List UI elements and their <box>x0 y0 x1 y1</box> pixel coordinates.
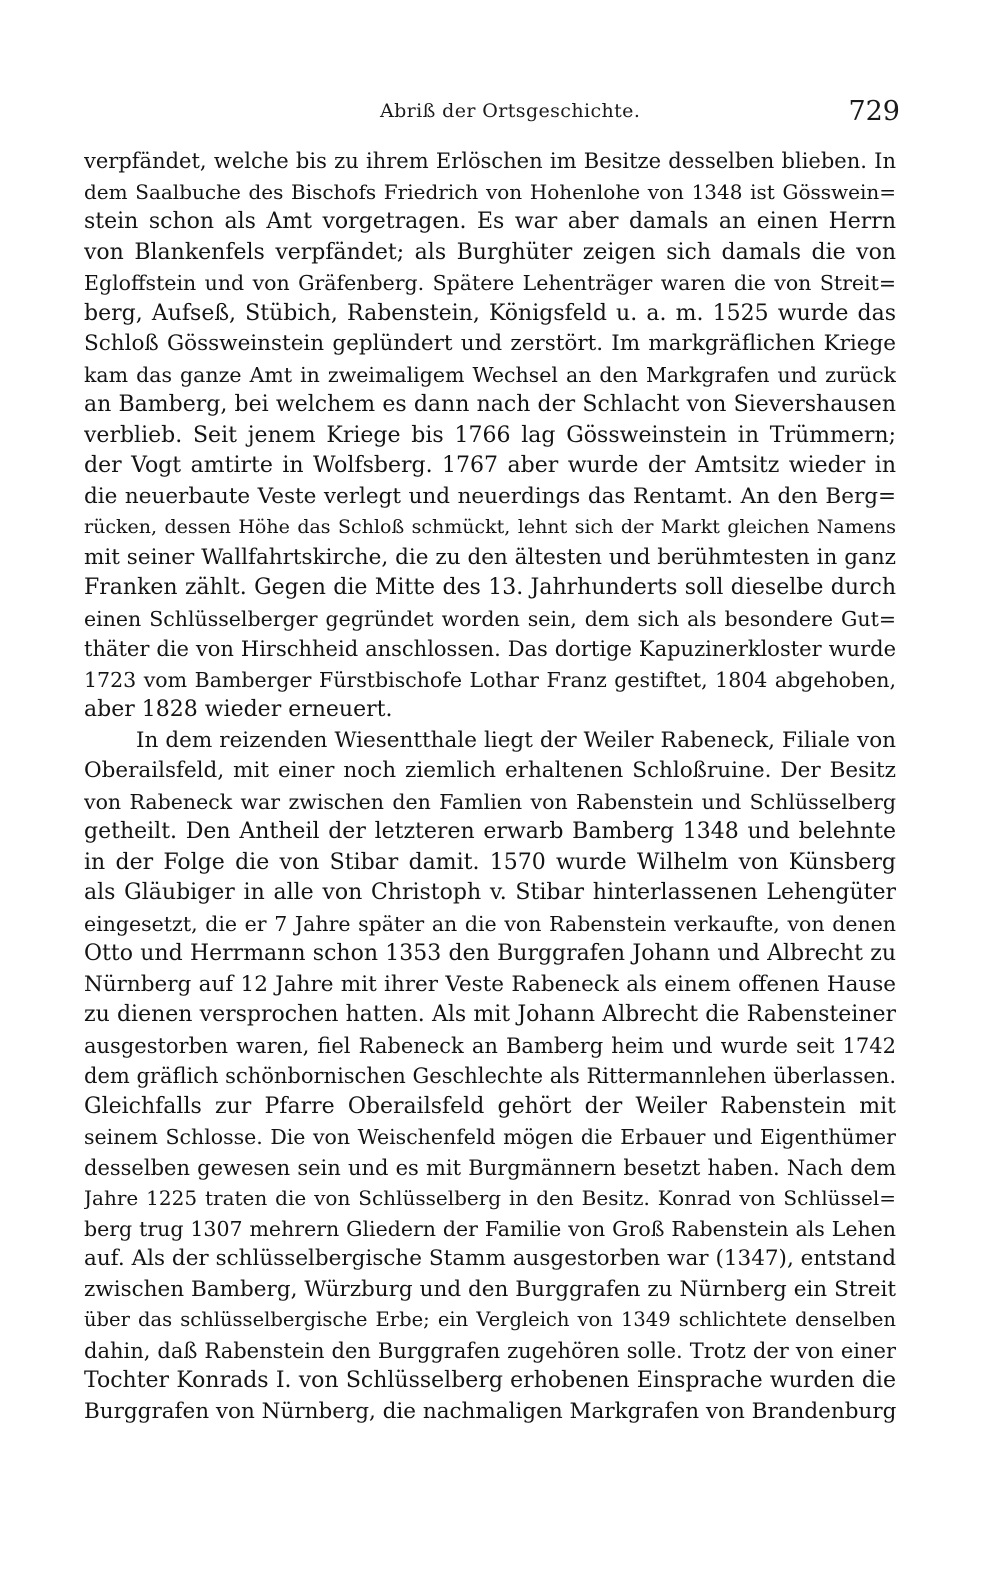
text-line: Franken zählt. Gegen die Mitte des 13. Jahrhunderts soll dieselbe durch <box>84 575 896 600</box>
text-line: seinem Schlosse. Die von Weischenfeld mögen die Erbauer und Eigenthümer <box>84 1125 896 1149</box>
text-line: verpfändet, welche bis zu ihrem Erlöschen im Besitze desselben blieben. In <box>84 149 896 173</box>
text-line: Schloß Gössweinstein geplündert und zerstört. Im markgräflichen Kriege <box>84 331 896 356</box>
text-line: Gleichfalls zur Pfarre Oberailsfeld gehört der Weiler Rabenstein mit <box>84 1093 896 1119</box>
text-line: kam das ganze Amt in zweimaligem Wechsel an den Markgrafen und zurück <box>84 362 896 387</box>
text-line: desselben gewesen sein und es mit Burgmännern besetzt haben. Nach dem <box>84 1155 896 1180</box>
body-text <box>84 146 896 1427</box>
text-line: thäter die von Hirschheid anschlossen. Das dortige Kapuzinerkloster wurde <box>84 637 896 661</box>
text-line: Otto und Herrmann schon 1353 den Burggrafen Johann und Albrecht zu <box>84 941 896 966</box>
text-line: in der Folge die von Stibar damit. 1570 wurde Wilhelm von Künsberg <box>84 849 896 875</box>
running-title: Abriß der Ortsgeschichte. <box>380 100 641 122</box>
text-line: getheilt. Den Antheil der letzteren erwarb Bamberg 1348 und belehnte <box>84 819 896 844</box>
text-line: dahin, daß Rabenstein den Burggrafen zugehören solle. Trotz der von einer <box>84 1338 896 1363</box>
text-line: Oberailsfeld, mit einer noch ziemlich erhaltenen Schloßruine. Der Besitz <box>84 758 896 783</box>
text-line: eingesetzt, die er 7 Jahre später an die von Rabenstein verkaufte, von denen <box>84 911 896 936</box>
text-line: berg, Aufseß, Stübich, Rabenstein, Königsfeld u. a. m. 1525 wurde das <box>84 300 896 326</box>
text-line: berg trug 1307 mehrern Gliedern der Familie von Groß Rabenstein als Lehen <box>84 1216 896 1241</box>
text-line: dem Saalbuche des Bischofs Friedrich von Hohenlohe von 1348 ist Gösswein= <box>84 179 896 204</box>
text-line: an Bamberg, bei welchem es dann nach der Schlacht von Sievershausen <box>84 392 896 417</box>
text-line: auf. Als der schlüsselbergische Stamm ausgestorben war (1347), entstand <box>84 1246 896 1271</box>
text-line: Burggrafen von Nürnberg, die nachmaligen Markgrafen von Brandenburg <box>84 1398 896 1424</box>
text-line: von Blankenfels verpfändet; als Burghüter zeigen sich damals die von <box>84 239 896 265</box>
text-line: 1723 vom Bamberger Fürstbischofe Lothar Franz gestiftet, 1804 abgehoben, <box>84 667 896 692</box>
text-line: einen Schlüsselberger gegründet worden sein, dem sich als besondere Gut= <box>84 606 896 631</box>
text-line: Egloffstein und von Gräfenberg. Spätere Lehenträger waren die von Streit= <box>84 271 896 295</box>
text-line: Nürnberg auf 12 Jahre mit ihrer Veste Rabeneck als einem offenen Hause <box>84 971 896 997</box>
text-line: ausgestorben waren, fiel Rabeneck an Bamberg heim und wurde seit 1742 <box>84 1033 896 1058</box>
text-line: die neuerbaute Veste verlegt und neuerdings das Rentamt. An den Berg= <box>84 483 896 509</box>
text-line: mit seiner Wallfahrtskirche, die zu den ältesten und berühmtesten in ganz <box>84 544 896 570</box>
text-line: zu dienen versprochen hatten. Als mit Johann Albrecht die Rabensteiner <box>84 1002 896 1027</box>
paragraph-last-line: aber 1828 wieder erneuert. <box>84 697 393 722</box>
page-number: 729 <box>848 96 900 127</box>
text-line: zwischen Bamberg, Würzburg und den Burggrafen zu Nürnberg ein Streit <box>84 1276 896 1302</box>
text-line: rücken, dessen Höhe das Schloß schmückt, lehnt sich der Markt gleichen Namens <box>84 516 896 538</box>
text-line: dem gräflich schönbornischen Geschlechte als Rittermannlehen überlassen. <box>84 1064 896 1088</box>
text-line: Jahre 1225 traten die von Schlüsselberg in den Besitz. Konrad von Schlüssel= <box>84 1186 896 1210</box>
page-header <box>0 96 1000 136</box>
text-line: verblieb. Seit jenem Kriege bis 1766 lag Gössweinstein in Trümmern; <box>84 422 896 448</box>
text-line: der Vogt amtirte in Wolfsberg. 1767 aber wurde der Amtsitz wieder in <box>84 453 896 478</box>
text-line: als Gläubiger in alle von Christoph v. Stibar hinterlassenen Lehengüter <box>84 880 896 905</box>
text-line: über das schlüsselbergische Erbe; ein Vergleich von 1349 schlichtete denselben <box>84 1308 896 1331</box>
text-line: stein schon als Amt vorgetragen. Es war aber damals an einen Herrn <box>84 209 896 234</box>
text-line: Tochter Konrads I. von Schlüsselberg erhobenen Einsprache wurden die <box>84 1368 896 1393</box>
text-line: von Rabeneck war zwischen den Famlien von Rabenstein und Schlüsselberg <box>84 789 896 814</box>
paragraph-first-line: In dem reizenden Wiesentthale liegt der Weiler Rabeneck, Filiale von <box>136 727 896 753</box>
